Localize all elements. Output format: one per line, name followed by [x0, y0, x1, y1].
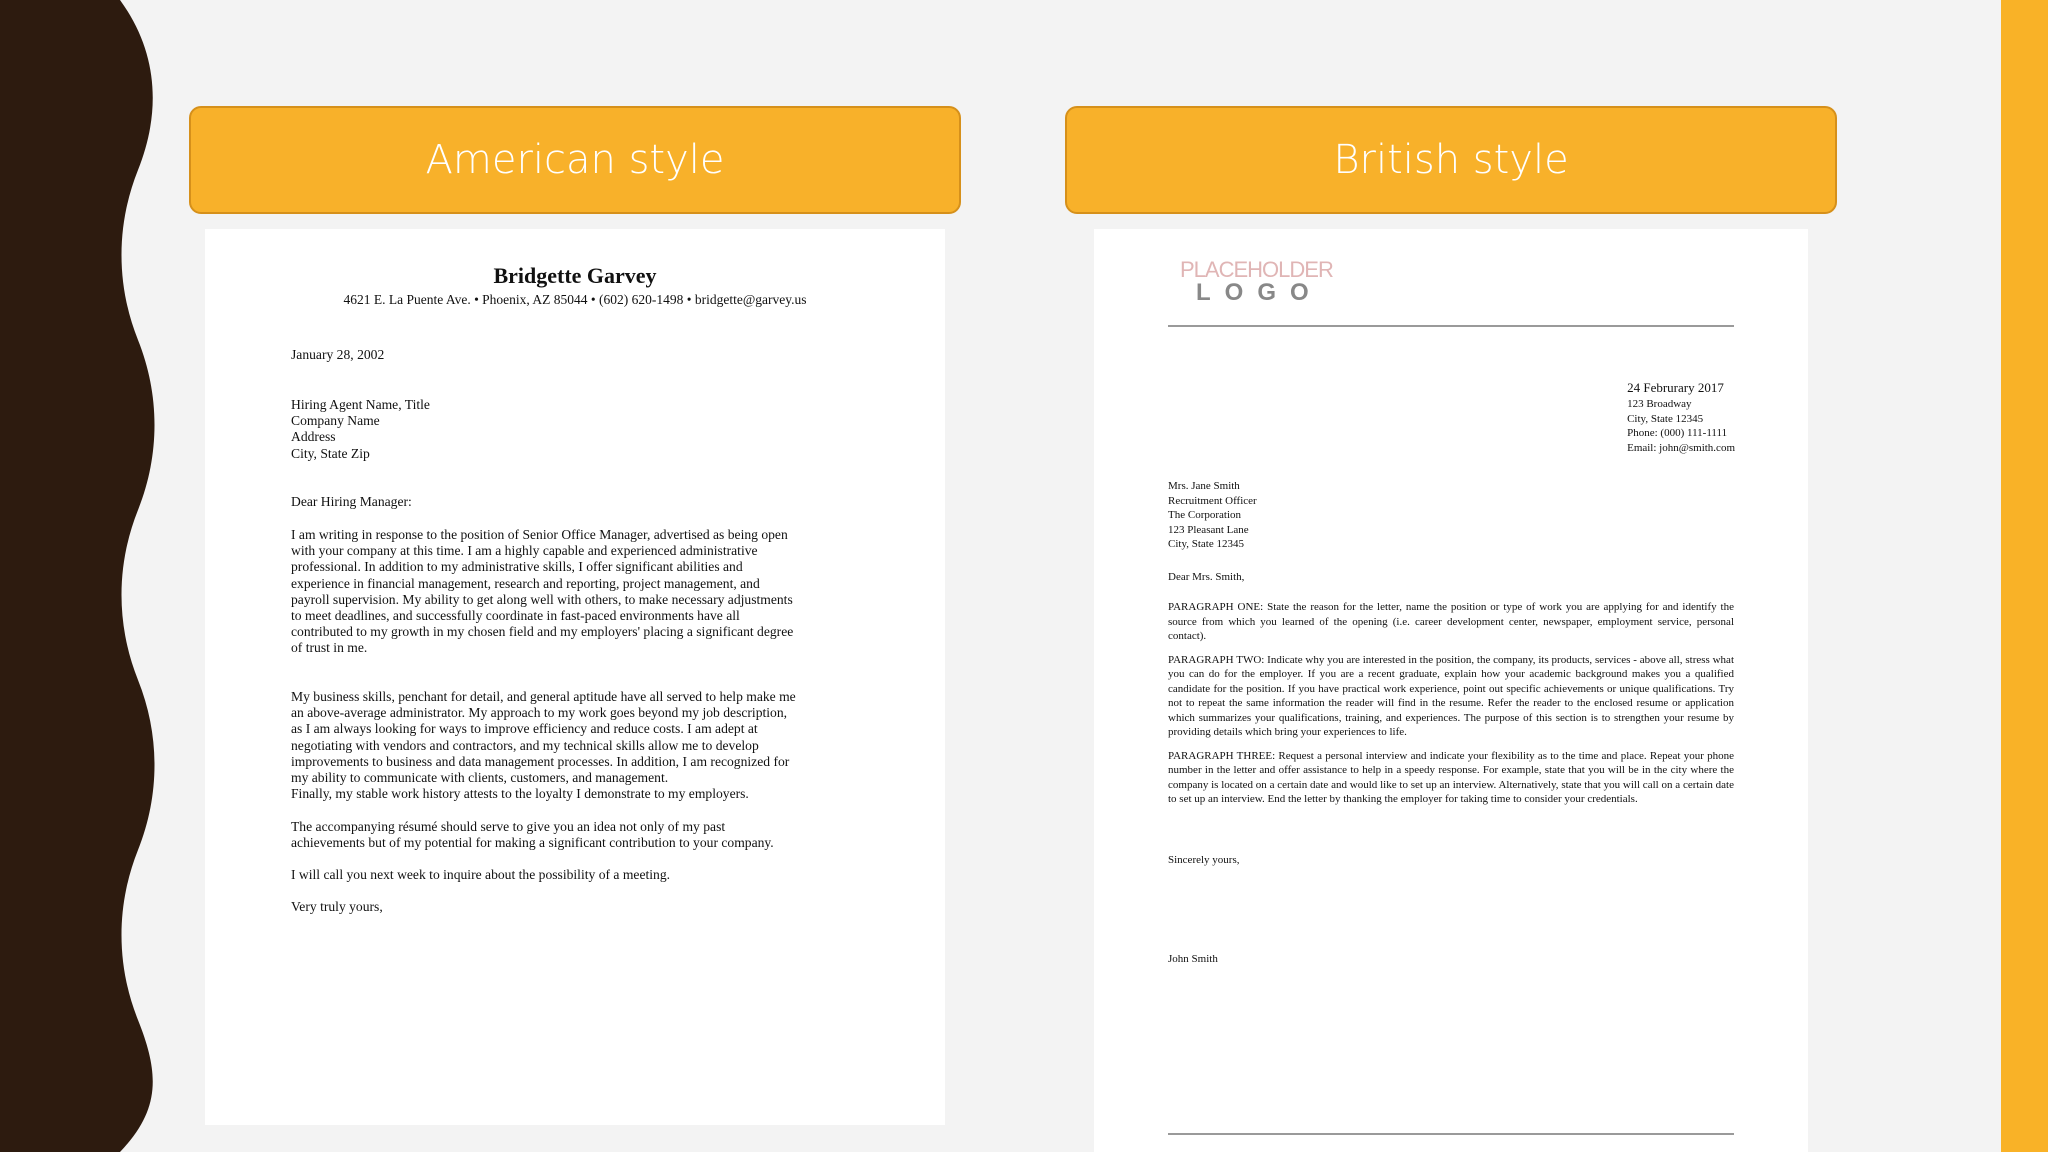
sender-name: Bridgette Garvey — [493, 263, 657, 288]
recipient-line: Company Name — [291, 413, 380, 429]
paragraph-line: an above-average administrator. My approach to my work goes beyond my job description, — [291, 705, 788, 721]
american-style-header — [189, 106, 961, 214]
recipient-line: The Corporation — [1168, 509, 1242, 521]
paragraph-line: My business skills, penchant for detail, and general aptitude have all served to help make me — [291, 689, 796, 704]
address-line: 123 Broadway — [1627, 398, 1692, 410]
body-paragraphs — [1168, 600, 1734, 816]
address-line: Email: john@smith.com — [1627, 441, 1735, 454]
paragraph-line: experience in financial management, research and reporting, project management, and — [291, 575, 760, 591]
paragraph-line: professional. In addition to my administrative skills, I offer significant abilities and — [291, 559, 743, 575]
sender-address-block — [1627, 379, 1735, 455]
paragraph-line: payroll supervision. My ability to get along well with others, to make necessary adjustments — [291, 591, 793, 607]
paragraph-line: improvements to business and data management processes. In addition, I am recognized for — [291, 753, 790, 769]
paragraph-line: The accompanying résumé should serve to give you an idea not only of my past — [291, 819, 726, 834]
paragraph-line: negotiating with vendors and contractors, and my technical skills allow me to develop — [291, 737, 759, 753]
recipient-line: Recruitment Officer — [1168, 494, 1257, 507]
paragraph-5 — [291, 867, 881, 883]
placeholder-logo — [1180, 257, 1333, 307]
paragraph-1: PARAGRAPH ONE: State the reason for the letter, name the position or type of work you are applying for and identify the source from which you learned of the opening (i.e. career development center, newspaper, employment service, personal contact). — [1168, 601, 1734, 642]
british-style-header — [1065, 106, 1837, 214]
paragraph-3 — [291, 786, 881, 802]
recipient-line: Mrs. Jane Smith — [1168, 480, 1240, 492]
paragraph-line: contributed to my growth in my chosen field and my employers' placing a significant degree — [291, 624, 794, 640]
letter-date: 24 Februrary 2017 — [1627, 380, 1724, 395]
letter-date: January 28, 2002 — [291, 347, 385, 362]
closing: Very truly yours, — [291, 899, 383, 914]
paragraph-line: I am writing in response to the position of Senior Office Manager, advertised as being open — [291, 527, 788, 542]
paragraph-line: I will call you next week to inquire about the possibility of a meeting. — [291, 867, 671, 882]
bottom-divider — [1168, 1133, 1734, 1135]
american-letter — [205, 229, 945, 1125]
recipient-line: City, State Zip — [291, 445, 370, 461]
paragraph-line: as I am always looking for ways to improve efficiency and reduce costs. I am adept at — [291, 721, 758, 737]
logo-top-text: PLACEHOLDER — [1180, 257, 1333, 282]
british-style-title: British style — [1333, 137, 1569, 183]
recipient-block — [1168, 479, 1734, 552]
accent-band — [2001, 0, 2048, 1152]
paragraph-2 — [291, 689, 881, 786]
logo-bottom-text: LOGO — [1196, 279, 1323, 306]
paragraph-line: Finally, my stable work history attests to the loyalty I demonstrate to my employers. — [291, 786, 749, 801]
paragraph-3: PARAGRAPH THREE: Request a personal interview and indicate your flexibility as to the time and place. Repeat your phone number in the letter and offer assistance to help in a speedy response. For example, state that you will be in the city where the company is located on a certain date and would like to set up an interview. Alternatively, state that you will call on a certain date to set up an interview. End the letter by thanking the employer for taking time to consider your credentials. — [1168, 749, 1734, 805]
address-line: City, State 12345 — [1627, 412, 1704, 425]
recipient-line: Address — [291, 429, 336, 445]
paragraph-4 — [291, 819, 881, 851]
recipient-block — [291, 397, 881, 462]
paragraph-line: with your company at this time. I am a highly capable and experienced administrative — [291, 543, 758, 559]
top-divider — [1168, 325, 1734, 327]
sender-contact: 4621 E. La Puente Ave. • Phoenix, AZ 85044 • (602) 620-1498 • bridgette@garvey.us — [343, 292, 807, 307]
address-line: Phone: (000) 111-1111 — [1627, 427, 1728, 439]
paragraph-line: my ability to communicate with clients, customers, and management. — [291, 770, 669, 786]
paragraph-line: of trust in me. — [291, 640, 368, 656]
paragraph-1 — [291, 527, 881, 657]
recipient-line: Hiring Agent Name, Title — [291, 397, 430, 412]
paragraph-line: achievements but of my potential for making a significant contribution to your company. — [291, 835, 774, 851]
paragraph-2: PARAGRAPH TWO: Indicate why you are interested in the position, the company, its products, services - above all, stress what you can do for the employer. If you are a recent graduate, explain how your academic background makes you a qualified candidate for the position. If you have practical work experience, point out specific achievements or unique qualifications. Try not to repeat the same information the reader will find in the resume. Refer the reader to the enclosed resume or application which summarizes your qualifications, training, and experiences. The purpose of this section is to strengthen your resume by providing details which bring your experiences to life. — [1168, 653, 1734, 738]
recipient-line: City, State 12345 — [1168, 538, 1244, 550]
salutation: Dear Mrs. Smith, — [1168, 571, 1245, 583]
british-letter — [1094, 229, 1808, 1152]
american-style-title: American style — [425, 137, 725, 183]
salutation: Dear Hiring Manager: — [291, 494, 412, 509]
closing: Sincerely yours, — [1168, 854, 1240, 866]
decorative-wave-band — [0, 0, 160, 1152]
signature-name: John Smith — [1168, 953, 1218, 965]
recipient-line: 123 Pleasant Lane — [1168, 523, 1249, 536]
paragraph-line: to meet deadlines, and successfully coordinate in fast-paced environments have all — [291, 608, 740, 624]
